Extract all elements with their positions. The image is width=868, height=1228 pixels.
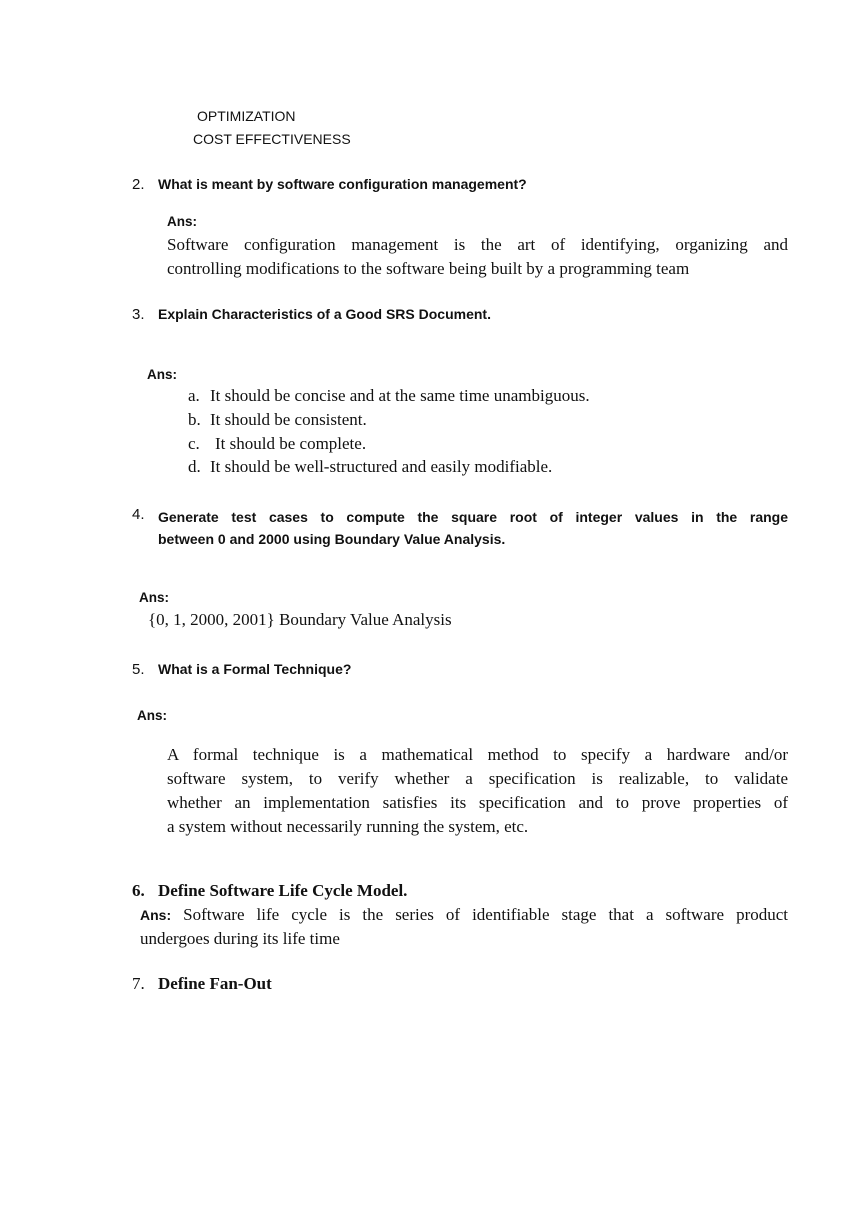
list-marker: b. [188, 410, 201, 429]
top-list-item-optimization: OPTIMIZATION [197, 108, 296, 124]
list-item [188, 434, 366, 454]
question-3-number: 3. [132, 306, 145, 323]
question-6-answer [140, 903, 788, 951]
question-3-ans-label: Ans: [147, 367, 177, 382]
list-item-text: It should be well-structured and easily modifiable. [210, 457, 553, 476]
list-marker: d. [188, 457, 201, 476]
question-4-text [158, 506, 788, 550]
list-item-text: It should be complete. [215, 434, 367, 453]
answer-line: undergoes during its life time [140, 929, 340, 948]
question-3-text: Explain Characteristics of a Good SRS Document. [158, 306, 491, 322]
answer-line: Software configuration management is the art of identifying, organizing and [167, 235, 788, 254]
list-item [188, 410, 367, 430]
answer-line: whether an implementation satisfies its specification and to prove properties of [167, 793, 788, 812]
list-item-text: It should be consistent. [210, 410, 367, 429]
question-2-number: 2. [132, 176, 145, 193]
list-item [188, 386, 590, 406]
list-item-text: It should be concise and at the same time unambiguous. [210, 386, 590, 405]
list-item [188, 457, 552, 477]
question-4-number: 4. [132, 506, 145, 523]
question-line: Generate test cases to compute the square root of integer values in the range [158, 509, 788, 525]
top-list-item-cost-effectiveness: COST EFFECTIVENESS [193, 131, 351, 147]
question-6-ans-label: Ans: [140, 907, 172, 923]
answer-line: a system without necessarily running the system, etc. [167, 817, 529, 836]
question-2-text: What is meant by software configuration management? [158, 176, 527, 192]
answer-line [140, 903, 788, 927]
question-5-ans-label: Ans: [137, 708, 167, 723]
answer-line-text: Software life cycle is the series of identifiable stage that a software product [183, 905, 788, 924]
question-4-ans-label: Ans: [139, 590, 169, 605]
question-2-ans-label: Ans: [167, 214, 197, 229]
list-marker: a. [188, 386, 200, 405]
question-6-text: Define Software Life Cycle Model. [158, 881, 408, 900]
answer-line: controlling modifications to the software being built by a programming team [167, 259, 690, 278]
question-6-number: 6. [132, 881, 145, 900]
question-4-answer: {0, 1, 2000, 2001} Boundary Value Analysis [148, 610, 452, 629]
question-2-answer [167, 233, 788, 281]
answer-line: A formal technique is a mathematical method to specify a hardware and/or [167, 745, 788, 764]
question-5-answer [167, 743, 788, 839]
question-line: between 0 and 2000 using Boundary Value Analysis. [158, 531, 506, 547]
question-5-text: What is a Formal Technique? [158, 661, 352, 677]
answer-line: software system, to verify whether a specification is realizable, to validate [167, 769, 788, 788]
list-marker: c. [188, 434, 200, 453]
question-5-number: 5. [132, 661, 145, 678]
question-7-text: Define Fan-Out [158, 974, 272, 993]
question-7-number: 7. [132, 974, 145, 993]
